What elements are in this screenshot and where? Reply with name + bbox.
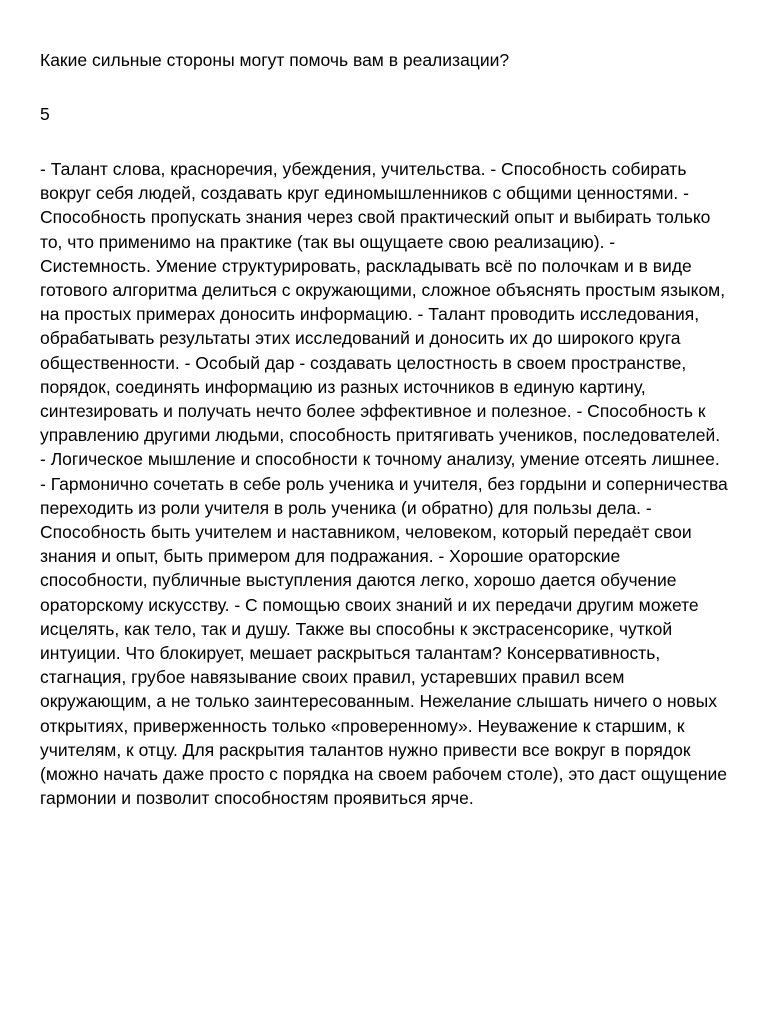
- question-heading: Какие сильные стороны могут помочь вам в реализации?: [40, 50, 510, 70]
- item-number: 5: [40, 104, 50, 124]
- document-page: [40, 48, 730, 810]
- answer-paragraph: - Талант слова, красноречия, убеждения, учительства. - Способность собирать вокруг себя людей, создавать круг единомышленников с общими ценностями. - Способность пропускать знания через свой практический опыт и выбирать только то, что применимо на практике (так вы ощущаете свою реализацию). - Системность. Умение структурировать, раскладывать всё по полочкам и в виде готового алгоритма делиться с окружающими, сложное объяснять простым языком, на простых примерах доносить информацию. - Талант проводить исследования, обрабатывать результаты этих исследований и доносить их до широкого круга общественности. - Особый дар - создавать целостность в своем пространстве, порядок, соединять информацию из разных источников в единую картину, синтезировать и получать нечто более эффективное и полезное. - Способность к управлению другими людьми, способность притягивать учеников, последователей. - Логическое мышление и способности к точному анализу, умение отсеять лишнее. - Гармонично сочетать в себе роль ученика и учителя, без гордыни и соперничества переходить из роли учителя в роль ученика (и обратно) для пользы дела. - Способность быть учителем и наставником, человеком, который передаёт свои знания и опыт, быть примером для подражания. - Хорошие ораторские способности, публичные выступления даются легко, хорошо дается обучение ораторскому искусству. - С помощью своих знаний и их передачи другим можете исцелять, как тело, так и душу. Также вы способны к экстрасенсорике, чуткой интуиции. Что блокирует, мешает раскрыться талантам? Консервативность, стагнация, грубое навязывание своих правил, устаревших правил всем окружающим, а не только заинтересованным. Нежелание слышать ничего о новых открытиях, приверженность только «проверенному». Неуважение к старшим, к учителям, к отцу. Для раскрытия талантов нужно привести все вокруг в порядок (можно начать даже просто с порядка на своем рабочем столе), это даст ощущение гармонии и позволит способностям проявиться ярче.: [40, 159, 728, 809]
